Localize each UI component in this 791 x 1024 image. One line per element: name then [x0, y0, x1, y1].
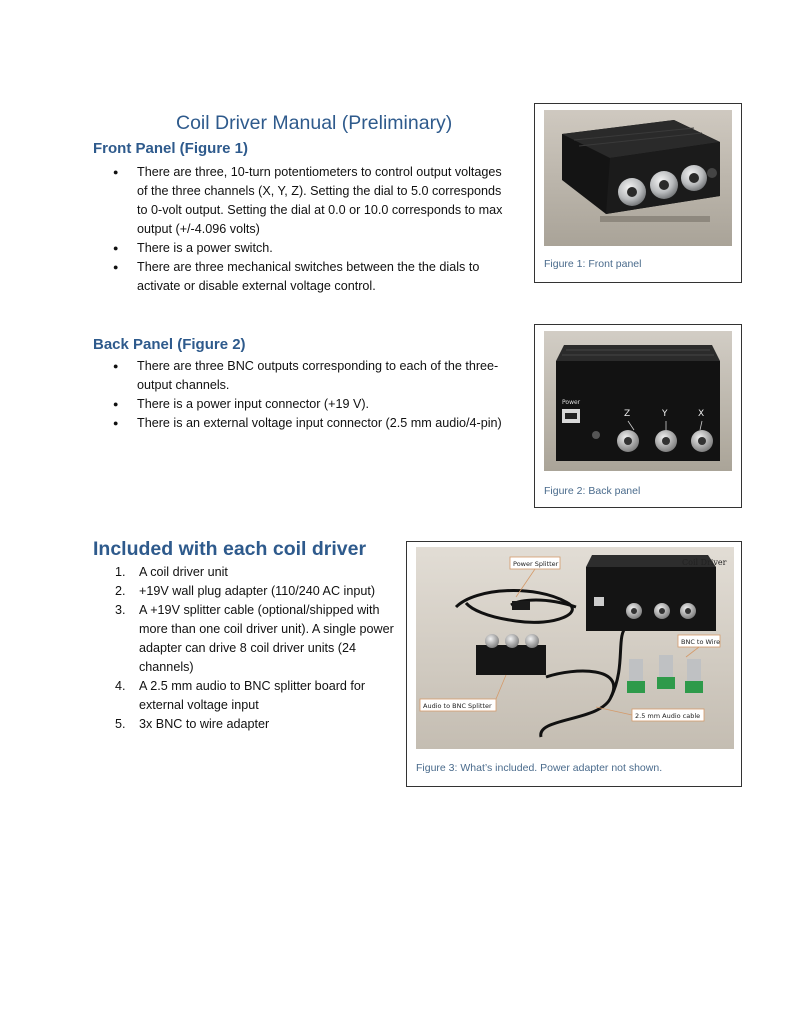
list-item: ● There is a power input connector (+19 V). [93, 395, 533, 414]
included-photo [416, 547, 734, 749]
label-power-splitter: Power Splitter [513, 560, 559, 568]
item-text: A coil driver unit [139, 565, 228, 579]
front-panel-heading: Front Panel (Figure 1) [93, 140, 249, 157]
item-number: 4. [115, 679, 126, 693]
label-audio-to-bnc: Audio to BNC Splitter [423, 702, 492, 710]
panel-x-label: X [698, 409, 705, 419]
list-item [93, 715, 399, 734]
figure-2-caption: Figure 2: Back panel [544, 485, 641, 497]
figure-1-caption: Figure 1: Front panel [544, 258, 642, 270]
included-heading: Included with each coil driver [93, 538, 367, 560]
list-item [93, 601, 399, 677]
list-item: ● There are three, 10-turn potentiometers to control output voltages of the three channels (X, Y, Z). Setting the dial to 5.0 corresponds to 0-volt output. Setting the dial at 0.0 or 10.0 corresponds to max output (+/-4.096 volts) [93, 163, 513, 239]
list-item [93, 677, 399, 715]
figure-3 [406, 541, 742, 787]
panel-z-label: Z [624, 409, 631, 419]
front-panel-illustration [544, 110, 732, 246]
list-item: ● There is an external voltage input connector (2.5 mm audio/4-pin) [93, 414, 533, 433]
item-number: 3. [115, 603, 126, 617]
list-item: ● There is a power switch. [93, 239, 513, 258]
list-item [93, 582, 399, 601]
item-number: 1. [115, 565, 126, 579]
included-list [93, 563, 399, 734]
back-panel-list [93, 357, 533, 433]
page-title: Coil Driver Manual (Preliminary) [176, 112, 453, 134]
included-illustration [416, 547, 734, 749]
back-panel-illustration [544, 331, 732, 471]
back-panel-heading: Back Panel (Figure 2) [93, 336, 246, 353]
item-number: 2. [115, 584, 126, 598]
front-panel-photo [544, 110, 732, 246]
item-text: A 2.5 mm audio to BNC splitter board for external voltage input [139, 679, 366, 712]
item-text: +19V wall plug adapter (110/240 AC input) [139, 584, 376, 598]
label-coil-driver: Coil Driver [682, 558, 727, 567]
figure-3-caption: Figure 3: What’s included. Power adapter not shown. [416, 762, 663, 774]
label-audio-cable: 2.5 mm Audio cable [635, 712, 701, 720]
figure-2 [534, 324, 742, 508]
panel-y-label: Y [662, 409, 668, 419]
list-item: ● There are three BNC outputs corresponding to each of the three-output channels. [93, 357, 533, 395]
back-panel-photo [544, 331, 732, 471]
list-item [93, 563, 399, 582]
label-bnc-to-wire: BNC to Wire [681, 638, 721, 646]
item-text: A +19V splitter cable (optional/shipped with more than one coil driver unit). A single power adapter can drive 8 coil driver units (24 channels) [139, 603, 394, 674]
item-text: 3x BNC to wire adapter [139, 717, 270, 731]
item-number: 5. [115, 717, 126, 731]
front-panel-list [93, 163, 513, 296]
figure-1 [534, 103, 742, 283]
panel-power-label: Power [562, 399, 581, 406]
list-item: ● There are three mechanical switches between the the dials to activate or disable external voltage control. [93, 258, 513, 296]
